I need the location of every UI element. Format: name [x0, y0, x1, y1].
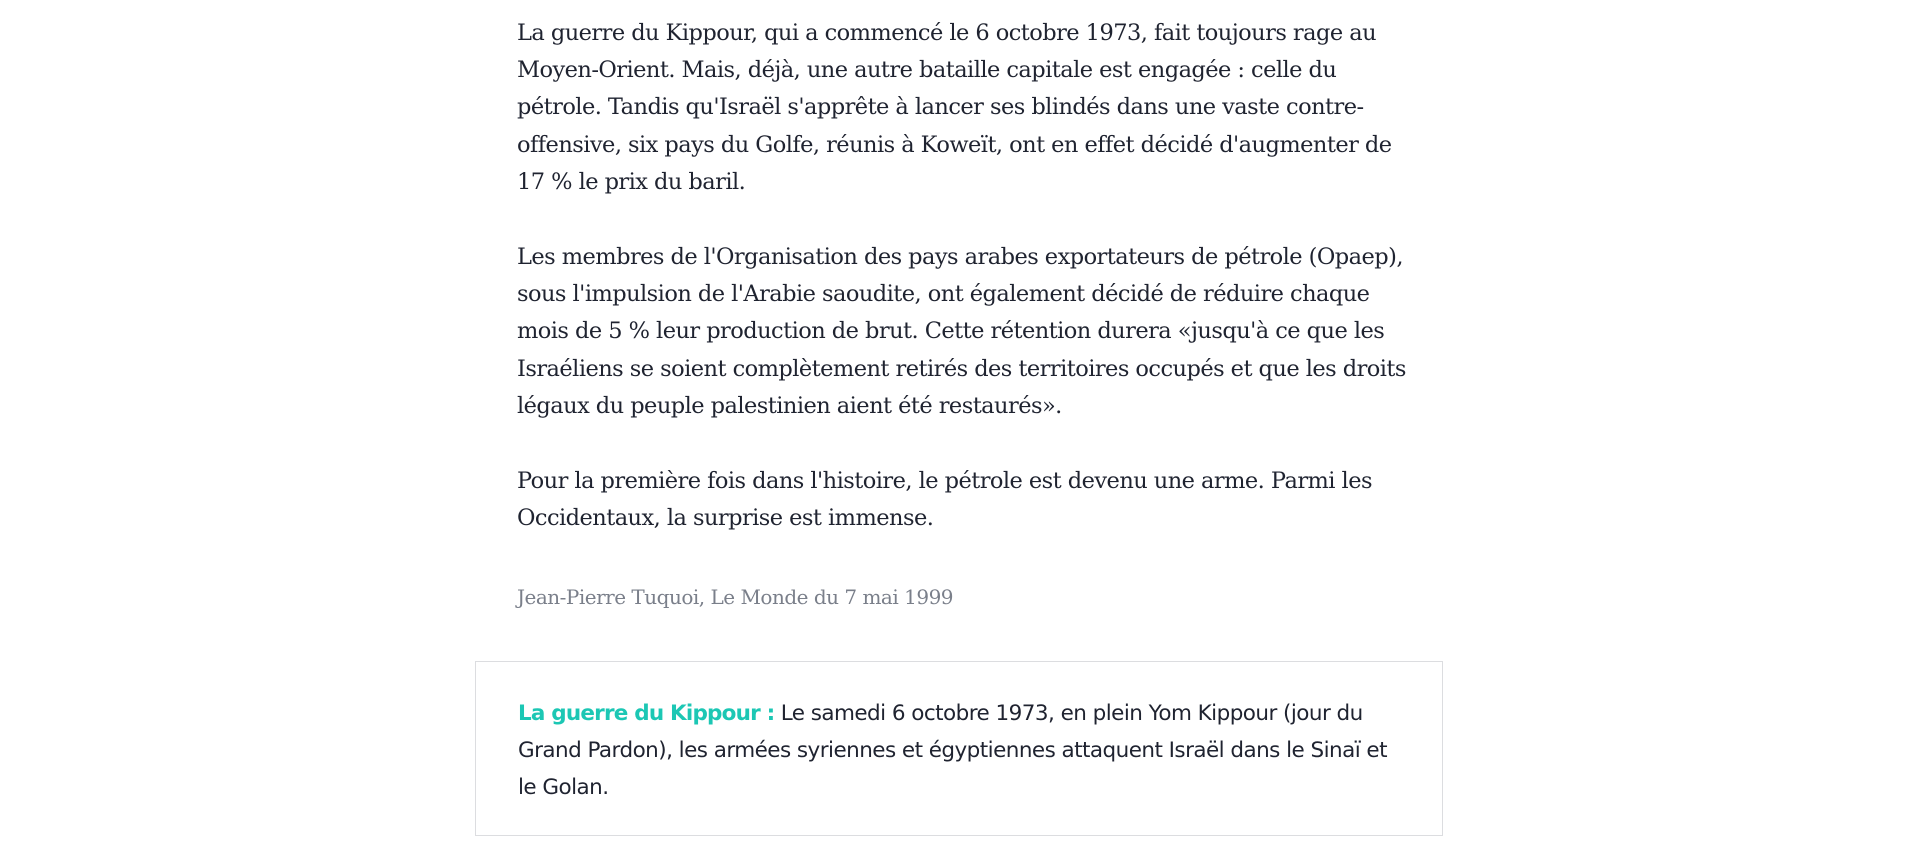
infobox-content [518, 695, 1408, 807]
article-paragraph-3: Pour la première fois dans l'histoire, le pétrole est devenu une arme. Parmi les Occidentaux, la surprise est immense. [517, 468, 1372, 532]
article-credit: Jean-Pierre Tuquoi, Le Monde du 7 mai 1999 [517, 585, 954, 609]
infobox-text: Le samedi 6 octobre 1973, en plein Yom Kippour (jour du Grand Pardon), les armées syriennes et égyptiennes attaquent Israël dans le Sinaï et le Golan. [518, 701, 1387, 801]
infobox-label: La guerre du Kippour : [518, 701, 775, 726]
context-infobox [475, 661, 1443, 836]
article-paragraph-2: Les membres de l'Organisation des pays arabes exportateurs de pétrole (Opaep), sous l'impulsion de l'Arabie saoudite, ont également décidé de réduire chaque mois de 5 % leur production de brut. Cette rétention durera «jusqu'à ce que les Israéliens se soient complètement retirés des territoires occupés et que les droits légaux du peuple palestinien aient été restaurés». [517, 244, 1406, 419]
article-paragraph-1: La guerre du Kippour, qui a commencé le 6 octobre 1973, fait toujours rage au Moyen-Orient. Mais, déjà, une autre bataille capitale est engagée : celle du pétrole. Tandis qu'Israël s'apprête à lancer ses blindés dans une vaste contre-offensive, six pays du Golfe, réunis à Koweït, ont en effet décidé d'augmenter de 17 % le prix du baril. [517, 20, 1392, 195]
